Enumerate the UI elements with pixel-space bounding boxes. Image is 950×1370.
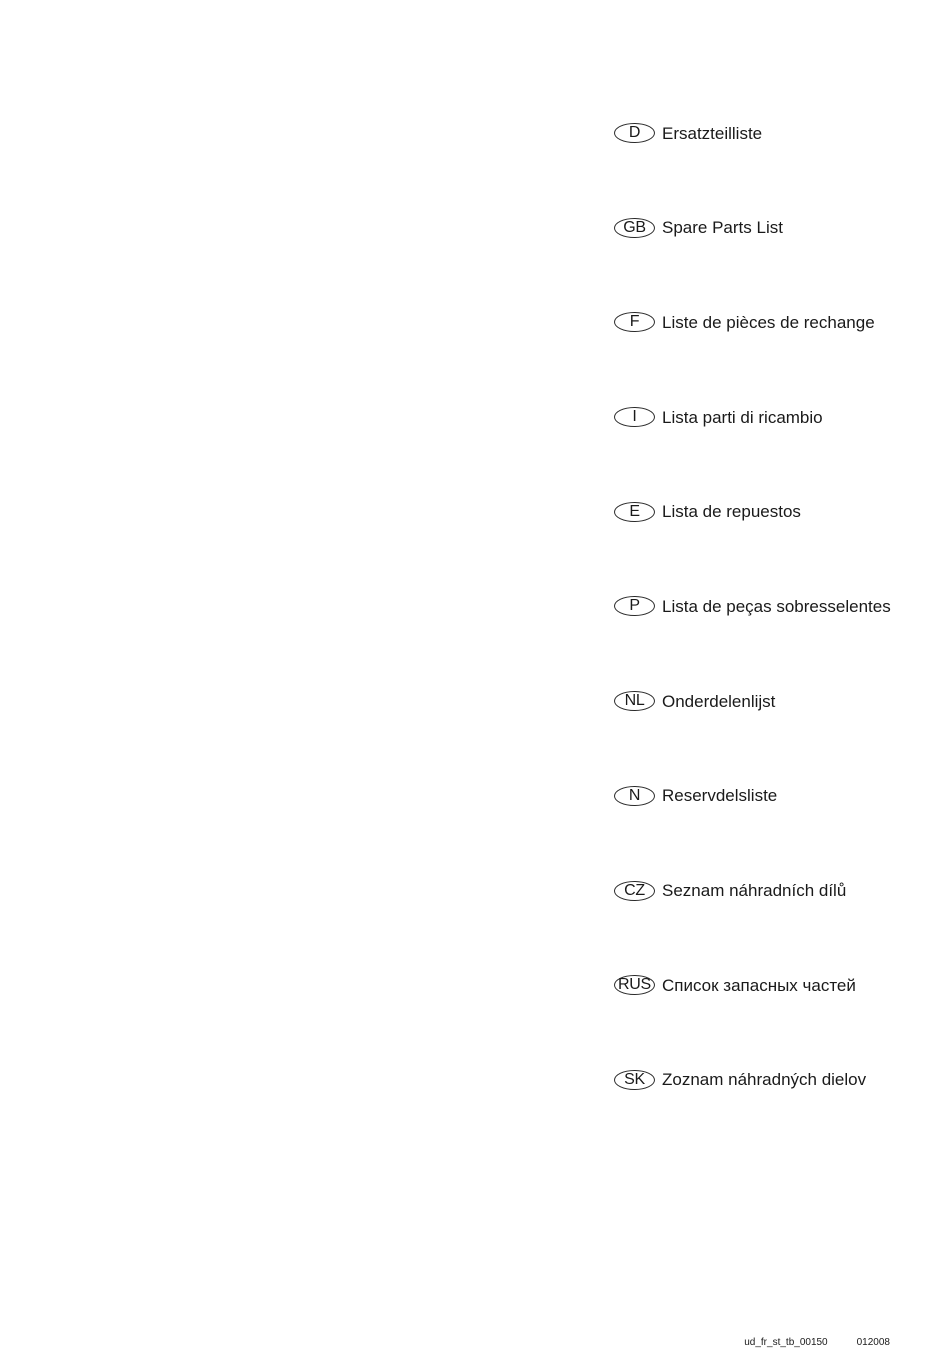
language-title: Spare Parts List: [662, 218, 783, 238]
language-title: Seznam náhradních dílů: [662, 881, 847, 900]
language-title: Список запасных частей: [662, 975, 856, 995]
language-code-badge: F: [614, 312, 655, 332]
language-code-badge: N: [614, 786, 655, 806]
language-title: Zoznam náhradných dielov: [662, 1070, 867, 1090]
language-row-sk: [614, 1068, 934, 1092]
language-title: Lista parti di ricambio: [662, 407, 823, 427]
language-row-gb: [614, 216, 934, 240]
language-row-d: [614, 121, 934, 145]
language-code-badge: RUS: [614, 975, 655, 995]
language-row-i: [614, 405, 934, 429]
language-row-e: [614, 500, 934, 524]
language-code-badge: E: [614, 502, 655, 522]
language-title: Ersatzteilliste: [662, 123, 763, 143]
language-row-f: [614, 310, 934, 334]
language-code-badge: D: [614, 123, 655, 143]
language-title: Liste de pièces de rechange: [662, 312, 875, 332]
language-code-badge: NL: [614, 691, 655, 711]
language-row-nl: [614, 689, 934, 713]
language-title: Lista de repuestos: [662, 502, 801, 522]
document-id: ud_fr_st_tb_00150: [744, 1337, 828, 1348]
document-revision: 012008: [856, 1337, 890, 1348]
language-title: Onderdelenlijst: [662, 691, 776, 711]
language-title: Lista de peças sobresselentes: [662, 596, 891, 616]
language-code-badge: GB: [614, 218, 655, 238]
language-row-rus: [614, 973, 934, 997]
page-footer: [700, 1337, 890, 1348]
language-code-badge: CZ: [614, 881, 655, 901]
language-row-cz: [614, 879, 934, 903]
language-row-p: [614, 594, 934, 618]
language-row-n: [614, 784, 934, 808]
language-title-list: [614, 121, 934, 1163]
language-code-badge: I: [614, 407, 655, 427]
language-code-badge: SK: [614, 1070, 655, 1090]
language-title: Reservdelsliste: [662, 786, 778, 806]
language-code-badge: P: [614, 596, 655, 616]
